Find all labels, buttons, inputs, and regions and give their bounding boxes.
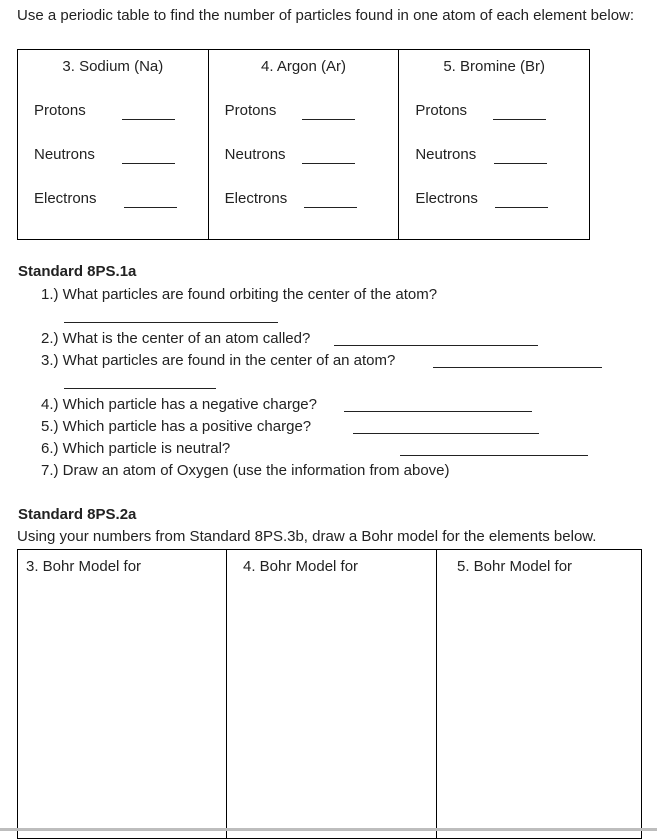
question-4: 4.) Which particle has a negative charge? (41, 396, 317, 413)
electrons-answer-blank[interactable] (304, 207, 357, 208)
element-column-sodium (18, 50, 209, 239)
answer-line-6[interactable] (400, 455, 588, 456)
answer-line-2[interactable] (334, 345, 538, 346)
bohr-box-3[interactable] (18, 550, 227, 838)
column-header: 5. Bromine (Br) (443, 58, 546, 75)
bohr-model-table (17, 549, 642, 839)
electrons-label: Electrons (415, 190, 478, 207)
protons-answer-blank[interactable] (493, 119, 546, 120)
neutrons-label: Neutrons (224, 146, 286, 163)
question-7: 7.) Draw an atom of Oxygen (use the information from above) (41, 462, 450, 479)
question-6: 6.) Which particle is neutral? (41, 440, 231, 457)
neutrons-answer-blank[interactable] (494, 163, 547, 164)
bohr-box-4[interactable] (227, 550, 437, 838)
protons-label: Protons (415, 102, 468, 119)
neutrons-label: Neutrons (34, 146, 95, 163)
protons-answer-blank[interactable] (122, 119, 175, 120)
protons-answer-blank[interactable] (302, 119, 355, 120)
electrons-label: Electrons (224, 190, 288, 207)
electrons-answer-blank[interactable] (495, 207, 548, 208)
answer-line-3b[interactable] (64, 388, 216, 389)
answer-line-3a[interactable] (433, 367, 602, 368)
intro-text: Use a periodic table to find the number of particles found in one atom of each element below: (17, 7, 635, 24)
answer-line-1[interactable] (64, 322, 278, 323)
bohr-box-5[interactable] (437, 550, 641, 838)
protons-label: Protons (224, 102, 277, 119)
protons-label: Protons (34, 102, 86, 119)
section-heading: Standard 8PS.1a (18, 263, 137, 280)
column-header: 4. Argon (Ar) (260, 58, 347, 75)
element-column-argon (209, 50, 400, 239)
question-5: 5.) Which particle has a positive charge? (41, 418, 312, 435)
question-1: 1.) What particles are found orbiting the center of the atom? (41, 286, 438, 303)
neutrons-answer-blank[interactable] (302, 163, 355, 164)
section-heading: Standard 8PS.2a (18, 506, 137, 523)
question-2: 2.) What is the center of an atom called? (41, 330, 311, 347)
electrons-answer-blank[interactable] (124, 207, 177, 208)
bohr-box-label: 3. Bohr Model for (26, 558, 142, 575)
element-column-bromine (399, 50, 589, 239)
section-instruction: Using your numbers from Standard 8PS.3b, draw a Bohr model for the elements below. (17, 528, 597, 545)
column-header: 3. Sodium (Na) (62, 58, 164, 75)
neutrons-label: Neutrons (415, 146, 477, 163)
electrons-label: Electrons (34, 190, 97, 207)
question-3: 3.) What particles are found in the center of an atom? (41, 352, 396, 369)
bohr-box-label: 5. Bohr Model for (457, 558, 573, 575)
answer-line-5[interactable] (353, 433, 539, 434)
bohr-box-label: 4. Bohr Model for (243, 558, 359, 575)
answer-line-4[interactable] (344, 411, 532, 412)
elements-table (17, 49, 590, 240)
neutrons-answer-blank[interactable] (122, 163, 175, 164)
